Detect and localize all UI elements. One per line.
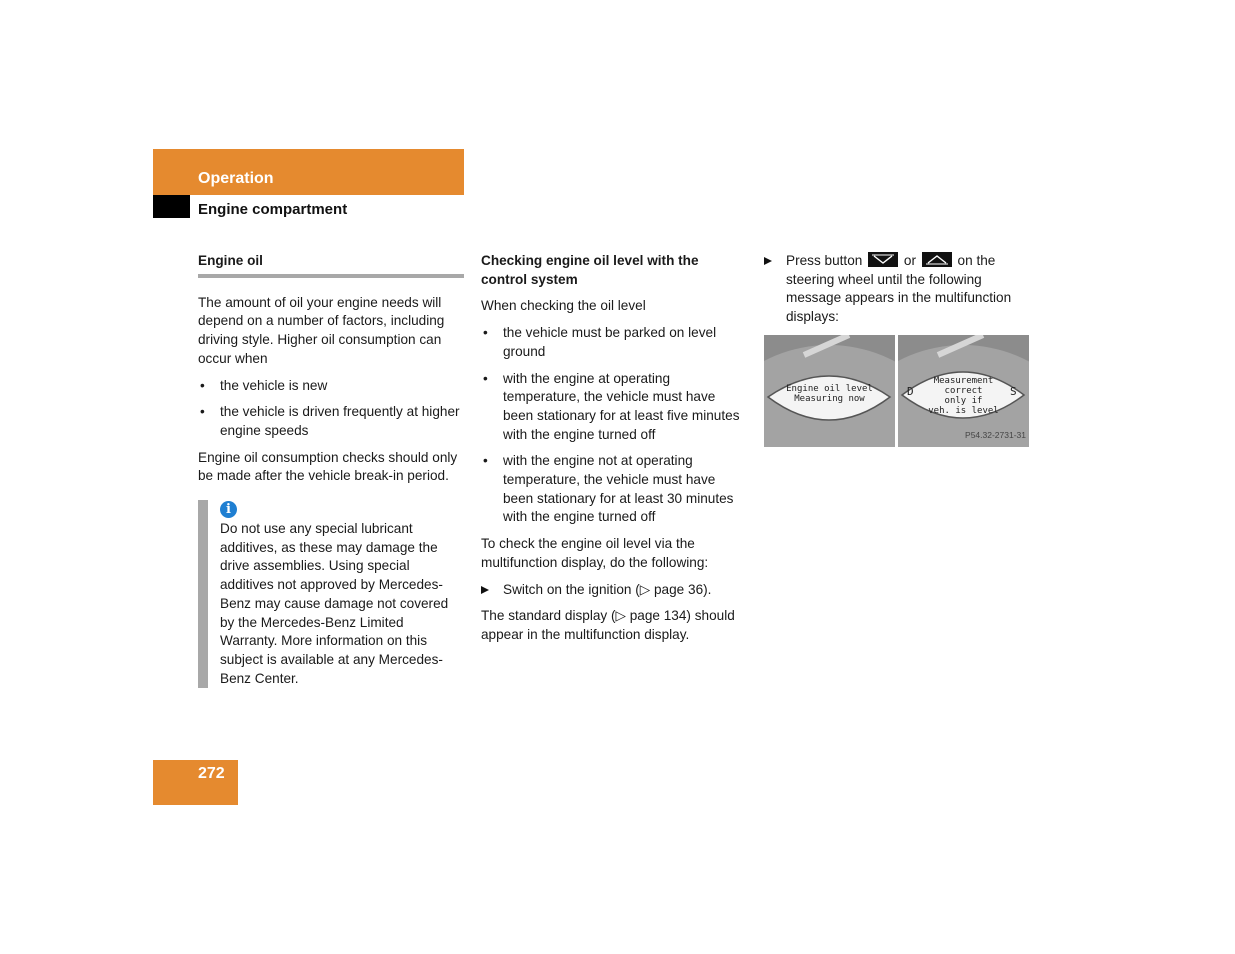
display-left-text: Engine oil level Measuring now bbox=[786, 383, 873, 404]
column-press-button bbox=[764, 252, 1030, 447]
checking-heading: Checking engine oil level with the control system bbox=[481, 253, 699, 287]
subsection-marker bbox=[153, 195, 190, 218]
note-bar bbox=[198, 500, 208, 688]
display-panel-right bbox=[898, 335, 1029, 447]
display-right-text: Measurement correct only if veh. is level bbox=[928, 375, 999, 416]
step-press-button: Press button or on the steering wheel until the following message appears in the multifunction displays: bbox=[764, 252, 1030, 327]
info-icon: i bbox=[220, 501, 237, 518]
multifunction-display-figure bbox=[764, 335, 1029, 447]
step-arrow-icon bbox=[481, 586, 489, 594]
page-number-box bbox=[153, 760, 238, 805]
column-checking-oil bbox=[481, 252, 747, 653]
to-check-text: To check the engine oil level via the multifunction display, do the following: bbox=[481, 536, 709, 570]
break-in-note: Engine oil consumption checks should only be made after the vehicle break-in period. bbox=[198, 449, 458, 484]
display-letter-d: D bbox=[907, 384, 914, 398]
page-number: 272 bbox=[198, 765, 225, 782]
column-engine-oil bbox=[198, 252, 464, 688]
display-letter-s: S bbox=[1010, 384, 1017, 398]
info-note bbox=[198, 500, 464, 688]
arrow-down-button-icon bbox=[868, 252, 898, 267]
arrow-up-button-icon bbox=[922, 252, 952, 267]
step-arrow-icon bbox=[764, 257, 772, 265]
list-item: • with the engine not at operating temperature, the vehicle must have been stationary for at least 30 minutes with the engine turned off bbox=[483, 453, 734, 525]
checking-intro: When checking the oil level bbox=[481, 298, 646, 314]
engine-oil-bullets bbox=[198, 377, 464, 441]
engine-oil-heading: Engine oil bbox=[198, 252, 464, 278]
engine-oil-intro: The amount of oil your engine needs will depend on a number of factors, including driving style. Higher oil consumption can occur when bbox=[198, 294, 445, 366]
checking-bullets bbox=[481, 324, 747, 527]
list-item: • the vehicle is driven frequently at higher engine speeds bbox=[200, 404, 460, 438]
step-ignition: Switch on the ignition (▷ page 36). bbox=[481, 581, 747, 600]
list-item: • the vehicle is new bbox=[200, 377, 328, 393]
standard-display-text: The standard display (▷ page 134) should appear in the multifunction display. bbox=[481, 608, 735, 642]
display-panel-left bbox=[764, 335, 895, 447]
info-note-text: Do not use any special lubricant additives, as these may damage the drive assemblies. Using special additives not approved by Mercedes-Benz may cause damage not covered by the Mercedes-Benz Limited Warranty. More information on this subject is available at any Mercedes-Benz Center. bbox=[220, 521, 449, 686]
figure-code: P54.32-2731-31 bbox=[965, 430, 1026, 441]
list-item: • the vehicle must be parked on level ground bbox=[483, 325, 717, 359]
subsection-title: Engine compartment bbox=[198, 201, 348, 218]
list-item: • with the engine at operating temperature, the vehicle must have been stationary for at least five minutes with the engine turned off bbox=[483, 370, 740, 442]
section-title: Operation bbox=[198, 170, 274, 187]
